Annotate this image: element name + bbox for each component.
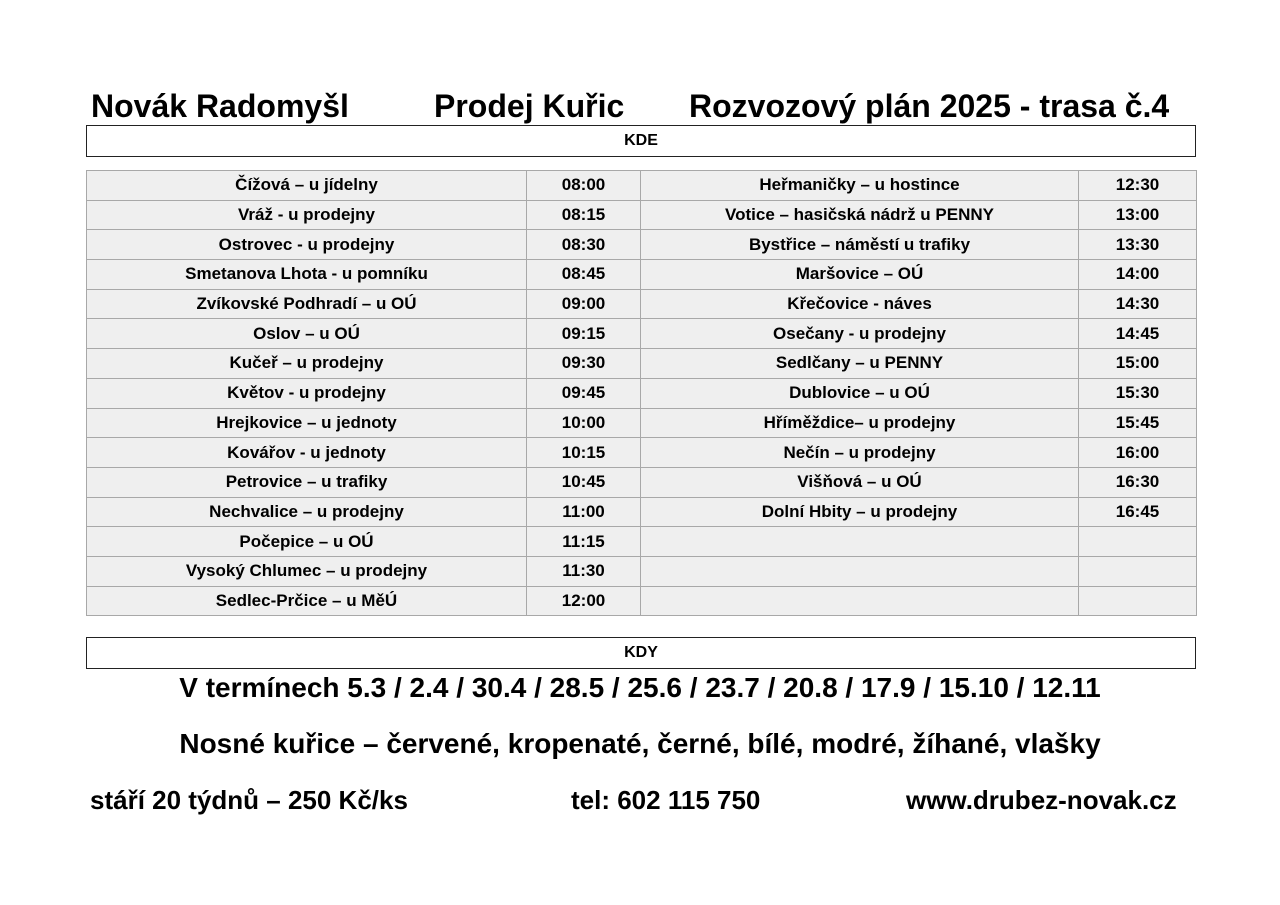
place-cell-left: Smetanova Lhota - u pomníku [87, 260, 527, 290]
time-cell-left: 10:00 [527, 408, 641, 438]
time-cell-left: 11:15 [527, 527, 641, 557]
time-cell-left: 09:45 [527, 378, 641, 408]
place-cell-left: Sedlec-Prčice – u MěÚ [87, 586, 527, 616]
place-cell-left: Vráž - u prodejny [87, 200, 527, 230]
place-cell-right: Bystřice – náměstí u trafiky [641, 230, 1079, 260]
time-cell-left: 08:15 [527, 200, 641, 230]
schedule-table [86, 170, 1197, 616]
time-cell-left: 12:00 [527, 586, 641, 616]
table-row [87, 319, 1197, 349]
company-name: Novák Radomyšl [91, 88, 349, 124]
phone-number: tel: 602 115 750 [571, 785, 761, 815]
time-cell-right [1079, 527, 1197, 557]
when-header: KDY [86, 637, 1196, 669]
place-cell-right [641, 586, 1079, 616]
time-cell-right: 13:00 [1079, 200, 1197, 230]
place-cell-right: Heřmaničky – u hostince [641, 171, 1079, 201]
time-cell-right: 14:00 [1079, 260, 1197, 290]
place-cell-left: Oslov – u OÚ [87, 319, 527, 349]
time-cell-right: 14:30 [1079, 289, 1197, 319]
place-cell-right: Votice – hasičská nádrž u PENNY [641, 200, 1079, 230]
table-row [87, 260, 1197, 290]
table-row [87, 438, 1197, 468]
table-row [87, 349, 1197, 379]
website-url: www.drubez-novak.cz [906, 785, 1177, 815]
document-header [88, 86, 1196, 126]
time-cell-left: 10:45 [527, 467, 641, 497]
table-row [87, 378, 1197, 408]
place-cell-left: Květov - u prodejny [87, 378, 527, 408]
place-cell-right: Křečovice - náves [641, 289, 1079, 319]
delivery-dates: V termínech 5.3 / 2.4 / 30.4 / 28.5 / 25.6 / 23.7 / 20.8 / 17.9 / 15.10 / 12.11 [179, 672, 1101, 703]
place-cell-right [641, 556, 1079, 586]
table-row [87, 467, 1197, 497]
table-row [87, 289, 1197, 319]
place-cell-right: Višňová – u OÚ [641, 467, 1079, 497]
time-cell-left: 09:15 [527, 319, 641, 349]
time-cell-right: 15:45 [1079, 408, 1197, 438]
time-cell-right: 13:30 [1079, 230, 1197, 260]
time-cell-left: 11:00 [527, 497, 641, 527]
place-cell-left: Hrejkovice – u jednoty [87, 408, 527, 438]
place-cell-right: Nečín – u prodejny [641, 438, 1079, 468]
place-cell-left: Vysoký Chlumec – u prodejny [87, 556, 527, 586]
place-cell-left: Počepice – u OÚ [87, 527, 527, 557]
table-row [87, 200, 1197, 230]
table-row [87, 230, 1197, 260]
place-cell-left: Zvíkovské Podhradí – u OÚ [87, 289, 527, 319]
time-cell-right: 16:30 [1079, 467, 1197, 497]
place-cell-right: Dublovice – u OÚ [641, 378, 1079, 408]
product-title: Prodej Kuřic [434, 88, 625, 124]
place-cell-left: Ostrovec - u prodejny [87, 230, 527, 260]
hen-types: Nosné kuřice – červené, kropenaté, černé, bílé, modré, žíhané, vlašky [179, 728, 1101, 759]
time-cell-left: 09:00 [527, 289, 641, 319]
time-cell-right [1079, 586, 1197, 616]
place-cell-left: Nechvalice – u prodejny [87, 497, 527, 527]
place-cell-right [641, 527, 1079, 557]
time-cell-left: 08:00 [527, 171, 641, 201]
place-cell-left: Kučeř – u prodejny [87, 349, 527, 379]
table-row [87, 586, 1197, 616]
time-cell-right: 14:45 [1079, 319, 1197, 349]
time-cell-right: 15:30 [1079, 378, 1197, 408]
time-cell-right: 16:45 [1079, 497, 1197, 527]
table-row [87, 556, 1197, 586]
table-row [87, 497, 1197, 527]
place-cell-right: Hříměždice– u prodejny [641, 408, 1079, 438]
table-row [87, 171, 1197, 201]
age-price: stáří 20 týdnů – 250 Kč/ks [90, 785, 408, 815]
place-cell-left: Kovářov - u jednoty [87, 438, 527, 468]
plan-title: Rozvozový plán 2025 - trasa č.4 [689, 88, 1170, 124]
table-row [87, 408, 1197, 438]
place-cell-right: Sedlčany – u PENNY [641, 349, 1079, 379]
place-cell-right: Dolní Hbity – u prodejny [641, 497, 1079, 527]
place-cell-right: Osečany - u prodejny [641, 319, 1079, 349]
time-cell-left: 10:15 [527, 438, 641, 468]
time-cell-right: 12:30 [1079, 171, 1197, 201]
time-cell-left: 09:30 [527, 349, 641, 379]
time-cell-left: 11:30 [527, 556, 641, 586]
time-cell-right: 16:00 [1079, 438, 1197, 468]
time-cell-right: 15:00 [1079, 349, 1197, 379]
place-cell-right: Maršovice – OÚ [641, 260, 1079, 290]
place-cell-left: Petrovice – u trafiky [87, 467, 527, 497]
time-cell-right [1079, 556, 1197, 586]
place-cell-left: Čížová – u jídelny [87, 171, 527, 201]
time-cell-left: 08:30 [527, 230, 641, 260]
time-cell-left: 08:45 [527, 260, 641, 290]
where-header: KDE [86, 125, 1196, 157]
table-row [87, 527, 1197, 557]
